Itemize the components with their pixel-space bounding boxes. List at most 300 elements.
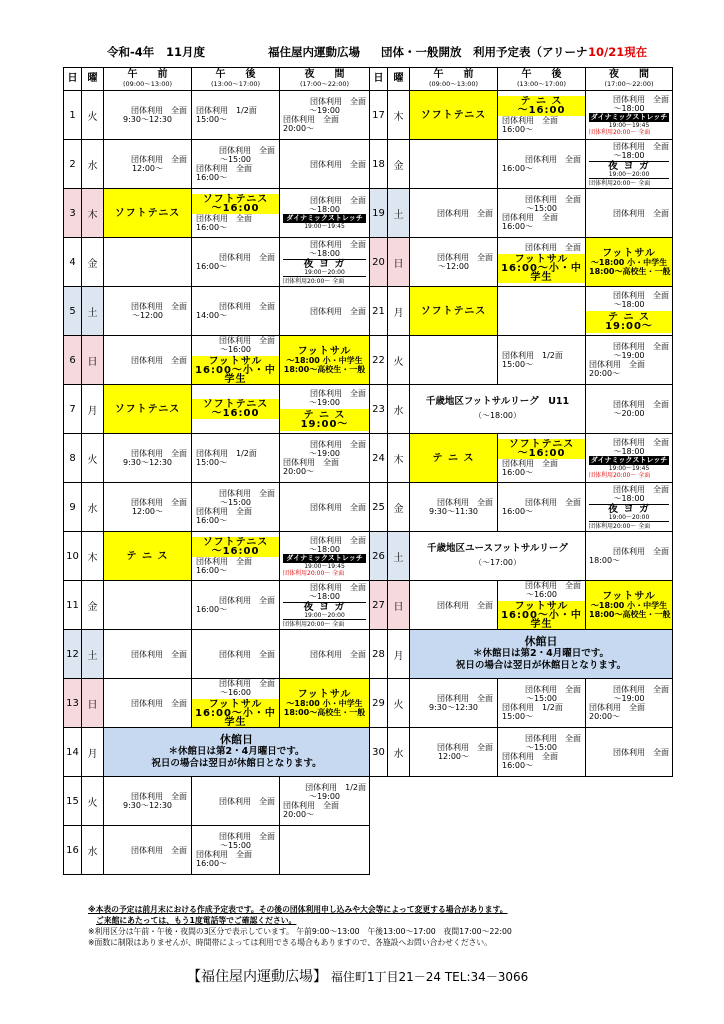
slot-line: ～19:00 bbox=[308, 792, 341, 801]
am-slot bbox=[104, 91, 192, 140]
slot-line: 団体利用 全面 bbox=[219, 596, 275, 605]
slot-line: 団体利用 全面 bbox=[502, 115, 558, 125]
slot-line: 団体利用 全面 bbox=[310, 196, 366, 205]
slot-line: 団体利用 全面 bbox=[310, 97, 366, 106]
day-number: 27 bbox=[370, 581, 388, 630]
pm-slot bbox=[498, 336, 586, 385]
slot-line: 団体利用 全面 bbox=[525, 195, 581, 204]
slot-line: ～18:00 bbox=[613, 299, 645, 309]
slot-line: 団体利用 全面 bbox=[525, 685, 581, 694]
note-2: ご来館にあたっては、もう1度電話等でご確認ください。 bbox=[96, 916, 297, 925]
slot-line: 団体利用 全面 bbox=[219, 679, 275, 688]
day-number: 2 bbox=[64, 140, 82, 189]
yoga-box bbox=[589, 161, 669, 179]
slot-line: 団体利用 全面 bbox=[219, 649, 275, 659]
slot-line: 16:00～ bbox=[502, 507, 534, 516]
slot-line: 団体利用 全面 bbox=[283, 115, 339, 124]
pm-slot bbox=[192, 777, 280, 826]
day-row bbox=[64, 385, 370, 434]
pm-event bbox=[498, 254, 585, 283]
weekday: 月 bbox=[82, 385, 104, 434]
night-slot bbox=[586, 385, 673, 434]
slot-line: 16:00～ bbox=[196, 516, 228, 525]
slot-line: 団体利用20:00～ 全面 bbox=[283, 277, 345, 285]
slot-line: 団体利用 1/2面 bbox=[502, 351, 563, 360]
weekday: 日 bbox=[82, 336, 104, 385]
column-header-time: (13:00～17:00) bbox=[210, 80, 261, 88]
closed-line: 祝日の場合は翌日が休館日となります。 bbox=[455, 660, 627, 671]
pm-event bbox=[498, 439, 585, 459]
pm-event-name: フットサル bbox=[208, 699, 263, 710]
day-number: 4 bbox=[64, 238, 82, 287]
weekday: 日 bbox=[388, 238, 410, 287]
closed-notice bbox=[104, 728, 370, 777]
column-header-label: 曜 bbox=[393, 73, 404, 84]
note-3: ※利用区分は午前・午後・夜間の3区分で表示しています。 午前9:00～13:00 午後13:00～17:00 夜間17:00～22:00 bbox=[88, 927, 512, 936]
day-row bbox=[64, 140, 370, 189]
slot-line: ～15:00 bbox=[219, 498, 252, 507]
day-number: 12 bbox=[64, 630, 82, 679]
day-row bbox=[64, 679, 370, 728]
day-row bbox=[64, 532, 370, 581]
pm-event bbox=[192, 399, 279, 419]
slot-line: 団体利用 全面 bbox=[131, 155, 187, 164]
pm-event bbox=[192, 699, 279, 728]
slot-line: 団体利用 全面 bbox=[525, 734, 581, 743]
pm-slot bbox=[192, 140, 280, 189]
slot-line: 団体利用 全面 bbox=[502, 458, 558, 468]
slot-line: 団体利用 1/2面 bbox=[305, 783, 366, 792]
am-event: テ ニ ス bbox=[432, 452, 475, 464]
pm-event-time: 16:00～小・中学生 bbox=[501, 262, 582, 283]
weekday: 土 bbox=[388, 532, 410, 581]
night-slot bbox=[586, 581, 673, 630]
pm-slot bbox=[192, 91, 280, 140]
slot-line: 16:00～ bbox=[502, 761, 534, 770]
slot-line: 団体利用 全面 bbox=[613, 208, 669, 218]
slot-line: 団体利用 全面 bbox=[437, 498, 493, 507]
day-number: 26 bbox=[370, 532, 388, 581]
yoga-name: 夜 ヨ ガ bbox=[608, 160, 650, 172]
pm-event-name: ソフトテニス bbox=[202, 398, 269, 410]
day-number: 23 bbox=[370, 385, 388, 434]
slot-line: 団体利用 全面 bbox=[131, 106, 187, 115]
pm-slot bbox=[192, 679, 280, 728]
day-number: 29 bbox=[370, 679, 388, 728]
pm-slot bbox=[498, 238, 586, 287]
column-header-pm bbox=[192, 68, 280, 91]
am-slot bbox=[104, 336, 192, 385]
day-number: 7 bbox=[64, 385, 82, 434]
yoga-time: 19:00～20:00 bbox=[304, 268, 345, 276]
am-slot bbox=[410, 140, 498, 189]
weekday: 水 bbox=[388, 728, 410, 777]
note-4: ※面数に制限はありませんが、時間帯によっては利用できる場合もありますので、各施設へお問い合わせください。 bbox=[88, 938, 493, 947]
am-slot bbox=[410, 238, 498, 287]
slot-line: ～18:00 bbox=[308, 591, 341, 601]
pm-event-name: テ ニ ス bbox=[520, 95, 563, 107]
slot-line: ～19:00 bbox=[613, 351, 645, 360]
slot-line: 16:00～ bbox=[196, 605, 228, 614]
column-header-label: 午 後 bbox=[521, 69, 562, 80]
night-slot bbox=[586, 238, 673, 287]
slot-line: 団体利用 全面 bbox=[131, 649, 187, 659]
closed-notice bbox=[410, 630, 673, 679]
slot-line: ～19:00 bbox=[613, 694, 645, 703]
am-slot bbox=[410, 287, 498, 336]
slot-line: 団体利用 全面 bbox=[219, 796, 275, 806]
day-number: 8 bbox=[64, 434, 82, 483]
era-year: 令和-4年 bbox=[107, 45, 155, 59]
slot-line: 19:00～19:45 bbox=[304, 562, 345, 570]
yoga-box bbox=[283, 602, 366, 620]
slot-line: ～12:00 bbox=[131, 311, 164, 320]
day-number: 6 bbox=[64, 336, 82, 385]
weekday: 土 bbox=[388, 189, 410, 238]
weekday: 金 bbox=[388, 140, 410, 189]
pm-event bbox=[192, 356, 279, 385]
slot-line: ～19:00 bbox=[308, 449, 341, 458]
night-slot bbox=[280, 630, 370, 679]
column-header-pm bbox=[498, 68, 586, 91]
slot-line: 16:00～ bbox=[196, 262, 228, 271]
closed-line: 祝日の場合は翌日が休館日となります。 bbox=[151, 758, 322, 769]
day-number: 1 bbox=[64, 91, 82, 140]
slot-line: 団体利用 全面 bbox=[131, 449, 187, 458]
facility-name: 福住屋内運動広場 bbox=[268, 45, 360, 59]
day-row bbox=[64, 434, 370, 483]
night-slot bbox=[280, 385, 370, 434]
night-slot bbox=[280, 777, 370, 826]
night-slot bbox=[280, 434, 370, 483]
am-slot bbox=[104, 777, 192, 826]
night-slot bbox=[586, 140, 673, 189]
weekday: 金 bbox=[388, 483, 410, 532]
day-row bbox=[370, 434, 673, 483]
slot-line: 団体利用 全面 bbox=[525, 155, 581, 164]
day-number: 21 bbox=[370, 287, 388, 336]
pm-slot bbox=[192, 630, 280, 679]
schedule-table-right bbox=[369, 67, 673, 777]
slot-line: ～18:00 bbox=[613, 446, 645, 456]
weekday: 火 bbox=[388, 679, 410, 728]
slot-line: 19:00～19:45 bbox=[304, 223, 345, 230]
night-slot bbox=[586, 287, 673, 336]
am-slot bbox=[410, 679, 498, 728]
slot-line: 団体利用 全面 bbox=[437, 253, 493, 262]
weekday: 月 bbox=[82, 728, 104, 777]
slot-line: 団体利用 全面 bbox=[502, 752, 558, 761]
weekday: 火 bbox=[82, 91, 104, 140]
yoga-name: 夜 ヨ ガ bbox=[303, 258, 346, 270]
slot-line: 団体利用 全面 bbox=[283, 458, 339, 467]
night-slot bbox=[280, 91, 370, 140]
day-row bbox=[64, 336, 370, 385]
header-row bbox=[64, 68, 370, 91]
slot-line: 団体利用 全面 bbox=[310, 649, 366, 659]
column-header-label: 夜 間 bbox=[609, 69, 649, 80]
night-slot bbox=[586, 728, 673, 777]
slot-line: 団体利用 全面 bbox=[613, 94, 669, 104]
footer-tel: TEL:34－3066 bbox=[444, 970, 529, 984]
slot-line: 団体利用 全面 bbox=[196, 507, 252, 516]
am-slot bbox=[104, 140, 192, 189]
pm-slot bbox=[192, 581, 280, 630]
pm-event-time: ～16:00 bbox=[517, 447, 566, 459]
am-slot bbox=[410, 91, 498, 140]
slot-line: ～16:00 bbox=[525, 590, 558, 599]
am-slot bbox=[104, 532, 192, 581]
slot-line: 団体利用 全面 bbox=[196, 213, 252, 223]
pm-slot bbox=[498, 91, 586, 140]
pm-event-time: ～16:00 bbox=[211, 202, 260, 214]
column-header-week bbox=[82, 68, 104, 91]
night-slot bbox=[280, 287, 370, 336]
slot-line: 20:00～ bbox=[283, 124, 315, 133]
day-number: 3 bbox=[64, 189, 82, 238]
day-row bbox=[64, 777, 370, 826]
day-number: 14 bbox=[64, 728, 82, 777]
day-number: 25 bbox=[370, 483, 388, 532]
day-row bbox=[64, 630, 370, 679]
slot-line: 団体利用 全面 bbox=[589, 360, 645, 369]
slot-line: 9:30～12:30 bbox=[428, 703, 479, 712]
night-event-line: ～18:00 小・中学生 bbox=[286, 698, 363, 708]
pm-slot bbox=[498, 581, 586, 630]
am-slot bbox=[104, 434, 192, 483]
slot-line: 団体利用 全面 bbox=[310, 159, 366, 169]
slot-line: 15:00～ bbox=[196, 115, 228, 124]
day-row bbox=[370, 483, 673, 532]
slot-line: 団体利用 全面 bbox=[196, 850, 252, 859]
day-row bbox=[64, 581, 370, 630]
slot-line: 団体利用 全面 bbox=[219, 302, 275, 311]
weekday: 火 bbox=[82, 777, 104, 826]
pm-event-time: 16:00～小・中学生 bbox=[195, 365, 276, 385]
am-slot bbox=[104, 385, 192, 434]
night-slot bbox=[586, 679, 673, 728]
night-slot bbox=[586, 336, 673, 385]
pm-event-name: ソフトテニス bbox=[202, 193, 269, 205]
night-event-time: 19:00～ bbox=[300, 418, 349, 430]
weekday: 火 bbox=[82, 434, 104, 483]
closed-title: 休館日 bbox=[220, 733, 253, 746]
slot-line: 12:00～ bbox=[131, 164, 164, 173]
league-name: 千歳地区フットサルリーグ U11 bbox=[425, 396, 570, 407]
pm-slot bbox=[192, 483, 280, 532]
pm-slot bbox=[498, 140, 586, 189]
slot-line: 団体利用 全面 bbox=[310, 388, 366, 398]
slot-line: 14:00～ bbox=[196, 311, 228, 320]
closed-title: 休館日 bbox=[524, 635, 558, 648]
slot-line: 団体利用 全面 bbox=[613, 747, 669, 757]
header-row bbox=[370, 68, 673, 91]
slot-line: 団体利用 全面 bbox=[310, 582, 366, 592]
slot-line: ～19:00 bbox=[308, 397, 341, 407]
am-slot bbox=[104, 287, 192, 336]
update-date: 10/21現在 bbox=[588, 45, 648, 59]
slot-line: 団体利用 全面 bbox=[437, 694, 493, 703]
pm-slot bbox=[498, 434, 586, 483]
am-slot bbox=[104, 483, 192, 532]
pm-slot bbox=[498, 189, 586, 238]
yoga-time: 19:00～20:00 bbox=[304, 611, 345, 619]
slot-line: 団体利用 全面 bbox=[613, 437, 669, 447]
night-event-line: 18:00～高校生・一般 bbox=[283, 707, 366, 717]
day-row bbox=[64, 238, 370, 287]
slot-line: 団体利用 全面 bbox=[525, 581, 581, 590]
footer bbox=[187, 966, 528, 986]
slot-line: ～18:00 bbox=[613, 103, 645, 113]
yoga-box bbox=[283, 259, 366, 277]
slot-line: 団体利用 全面 bbox=[613, 290, 669, 300]
pm-event bbox=[498, 601, 585, 630]
slot-line: 16:00～ bbox=[502, 222, 534, 231]
am-slot bbox=[410, 483, 498, 532]
night-event-name: テ ニ ス bbox=[303, 409, 346, 421]
day-number: 15 bbox=[64, 777, 82, 826]
column-header-week bbox=[388, 68, 410, 91]
pm-event-name: フットサル bbox=[514, 253, 569, 265]
day-number: 5 bbox=[64, 287, 82, 336]
slot-line: ～15:00 bbox=[525, 743, 558, 752]
schedule-table-left bbox=[63, 67, 370, 875]
slot-line: 団体利用20:00～ 全面 bbox=[589, 128, 651, 136]
column-header-label: 午 前 bbox=[433, 69, 474, 80]
am-slot bbox=[410, 336, 498, 385]
slot-line: 団体利用20:00～ 全面 bbox=[283, 569, 345, 577]
column-header-day bbox=[64, 68, 82, 91]
note-1: ※本表の予定は前月末における作成予定表です。その後の団体利用申し込みや大会等によって変更する場合があります。 bbox=[88, 905, 508, 914]
column-header-label: 曜 bbox=[87, 73, 98, 84]
slot-line: 団体利用20:00～ 全面 bbox=[283, 620, 345, 628]
slot-line: 団体利用 全面 bbox=[613, 547, 669, 556]
pm-slot bbox=[192, 189, 280, 238]
pm-slot bbox=[192, 826, 280, 875]
slot-line: ～18:00 bbox=[613, 493, 645, 503]
slot-line: 16:00～ bbox=[196, 565, 228, 575]
slot-line: ～16:00 bbox=[219, 688, 252, 697]
slot-line: ～15:00 bbox=[525, 694, 558, 703]
slot-line: 団体利用 全面 bbox=[310, 239, 366, 249]
slot-line: 団体利用 全面 bbox=[502, 213, 558, 222]
night-slot bbox=[586, 189, 673, 238]
day-number: 24 bbox=[370, 434, 388, 483]
night-slot bbox=[280, 581, 370, 630]
day-number: 20 bbox=[370, 238, 388, 287]
am-slot bbox=[410, 728, 498, 777]
day-row bbox=[64, 91, 370, 140]
day-row bbox=[64, 287, 370, 336]
day-number: 30 bbox=[370, 728, 388, 777]
weekday: 月 bbox=[388, 630, 410, 679]
day-number: 13 bbox=[64, 679, 82, 728]
column-header-time: (13:00～17:00) bbox=[516, 80, 567, 88]
day-number: 17 bbox=[370, 91, 388, 140]
slot-line: 団体利用 全面 bbox=[283, 801, 339, 810]
day-row bbox=[370, 336, 673, 385]
slot-line: 団体利用20:00～ 全面 bbox=[589, 179, 651, 187]
night-slot bbox=[586, 532, 673, 581]
column-header-night bbox=[586, 68, 673, 91]
slot-line: 団体利用20:00～ 全面 bbox=[589, 471, 651, 479]
pm-event bbox=[498, 96, 585, 116]
weekday: 金 bbox=[82, 581, 104, 630]
slot-line: 9:30～11:30 bbox=[428, 507, 479, 516]
pm-slot bbox=[192, 532, 280, 581]
slot-line: ～18:00 bbox=[308, 544, 341, 554]
night-slot bbox=[586, 91, 673, 140]
day-number: 9 bbox=[64, 483, 82, 532]
weekday: 火 bbox=[388, 336, 410, 385]
notes bbox=[88, 904, 512, 948]
weekday: 水 bbox=[82, 826, 104, 875]
pm-event-time: ～16:00 bbox=[211, 545, 260, 557]
slot-line: ～18:00 bbox=[308, 248, 341, 258]
pm-slot bbox=[192, 336, 280, 385]
day-row bbox=[64, 483, 370, 532]
night-event-line: ～18:00 小・中学生 bbox=[590, 257, 668, 267]
column-header-label: 午 前 bbox=[127, 69, 168, 80]
slot-line: 団体利用 全面 bbox=[131, 845, 187, 855]
am-slot bbox=[104, 826, 192, 875]
slot-line: 16:00～ bbox=[196, 859, 228, 868]
slot-line: ～15:00 bbox=[525, 204, 558, 213]
column-header-am bbox=[104, 68, 192, 91]
pm-slot bbox=[498, 483, 586, 532]
yoga-time: 19:00～20:00 bbox=[608, 170, 650, 178]
slot-line: 団体利用 全面 bbox=[437, 600, 493, 610]
day-row bbox=[370, 91, 673, 140]
day-number: 18 bbox=[370, 140, 388, 189]
slot-line: 20:00～ bbox=[283, 810, 315, 819]
league-name: 千歳地区ユースフットサルリーグ bbox=[427, 543, 568, 554]
weekday: 木 bbox=[82, 532, 104, 581]
day-row bbox=[64, 826, 370, 875]
night-event-line: 18:00～高校生・一般 bbox=[589, 609, 671, 619]
am-slot bbox=[104, 630, 192, 679]
am-slot bbox=[104, 679, 192, 728]
day-row bbox=[370, 287, 673, 336]
slot-line: 団体利用 全面 bbox=[131, 792, 187, 801]
night-slot bbox=[280, 532, 370, 581]
night-event-name: テ ニ ス bbox=[608, 311, 650, 323]
day-row bbox=[370, 385, 673, 434]
am-slot bbox=[104, 238, 192, 287]
day-row bbox=[370, 728, 673, 777]
am-slot bbox=[104, 581, 192, 630]
slot-line: 20:00～ bbox=[283, 467, 315, 476]
slot-line: 団体利用 1/2面 bbox=[196, 449, 257, 458]
pm-slot bbox=[192, 238, 280, 287]
column-header-label: 夜 間 bbox=[304, 69, 345, 80]
slot-line: ～16:00 bbox=[219, 345, 252, 354]
title-rest: 団体・一般開放 利用予定表（アリーナ bbox=[381, 45, 588, 59]
pm-slot bbox=[192, 434, 280, 483]
column-header-label: 日 bbox=[67, 73, 78, 84]
slot-line: 15:00～ bbox=[502, 712, 534, 721]
slot-line: 団体利用 全面 bbox=[589, 703, 645, 712]
day-number: 28 bbox=[370, 630, 388, 679]
slot-line: 団体利用 全面 bbox=[196, 164, 252, 173]
yoga-box bbox=[589, 504, 669, 522]
slot-line: 12:00～ bbox=[437, 752, 470, 761]
day-row bbox=[64, 189, 370, 238]
slot-line: 9:30～12:30 bbox=[122, 458, 173, 467]
am-slot bbox=[410, 581, 498, 630]
slot-line: 18:00～ bbox=[589, 556, 621, 565]
page-title bbox=[0, 44, 724, 62]
